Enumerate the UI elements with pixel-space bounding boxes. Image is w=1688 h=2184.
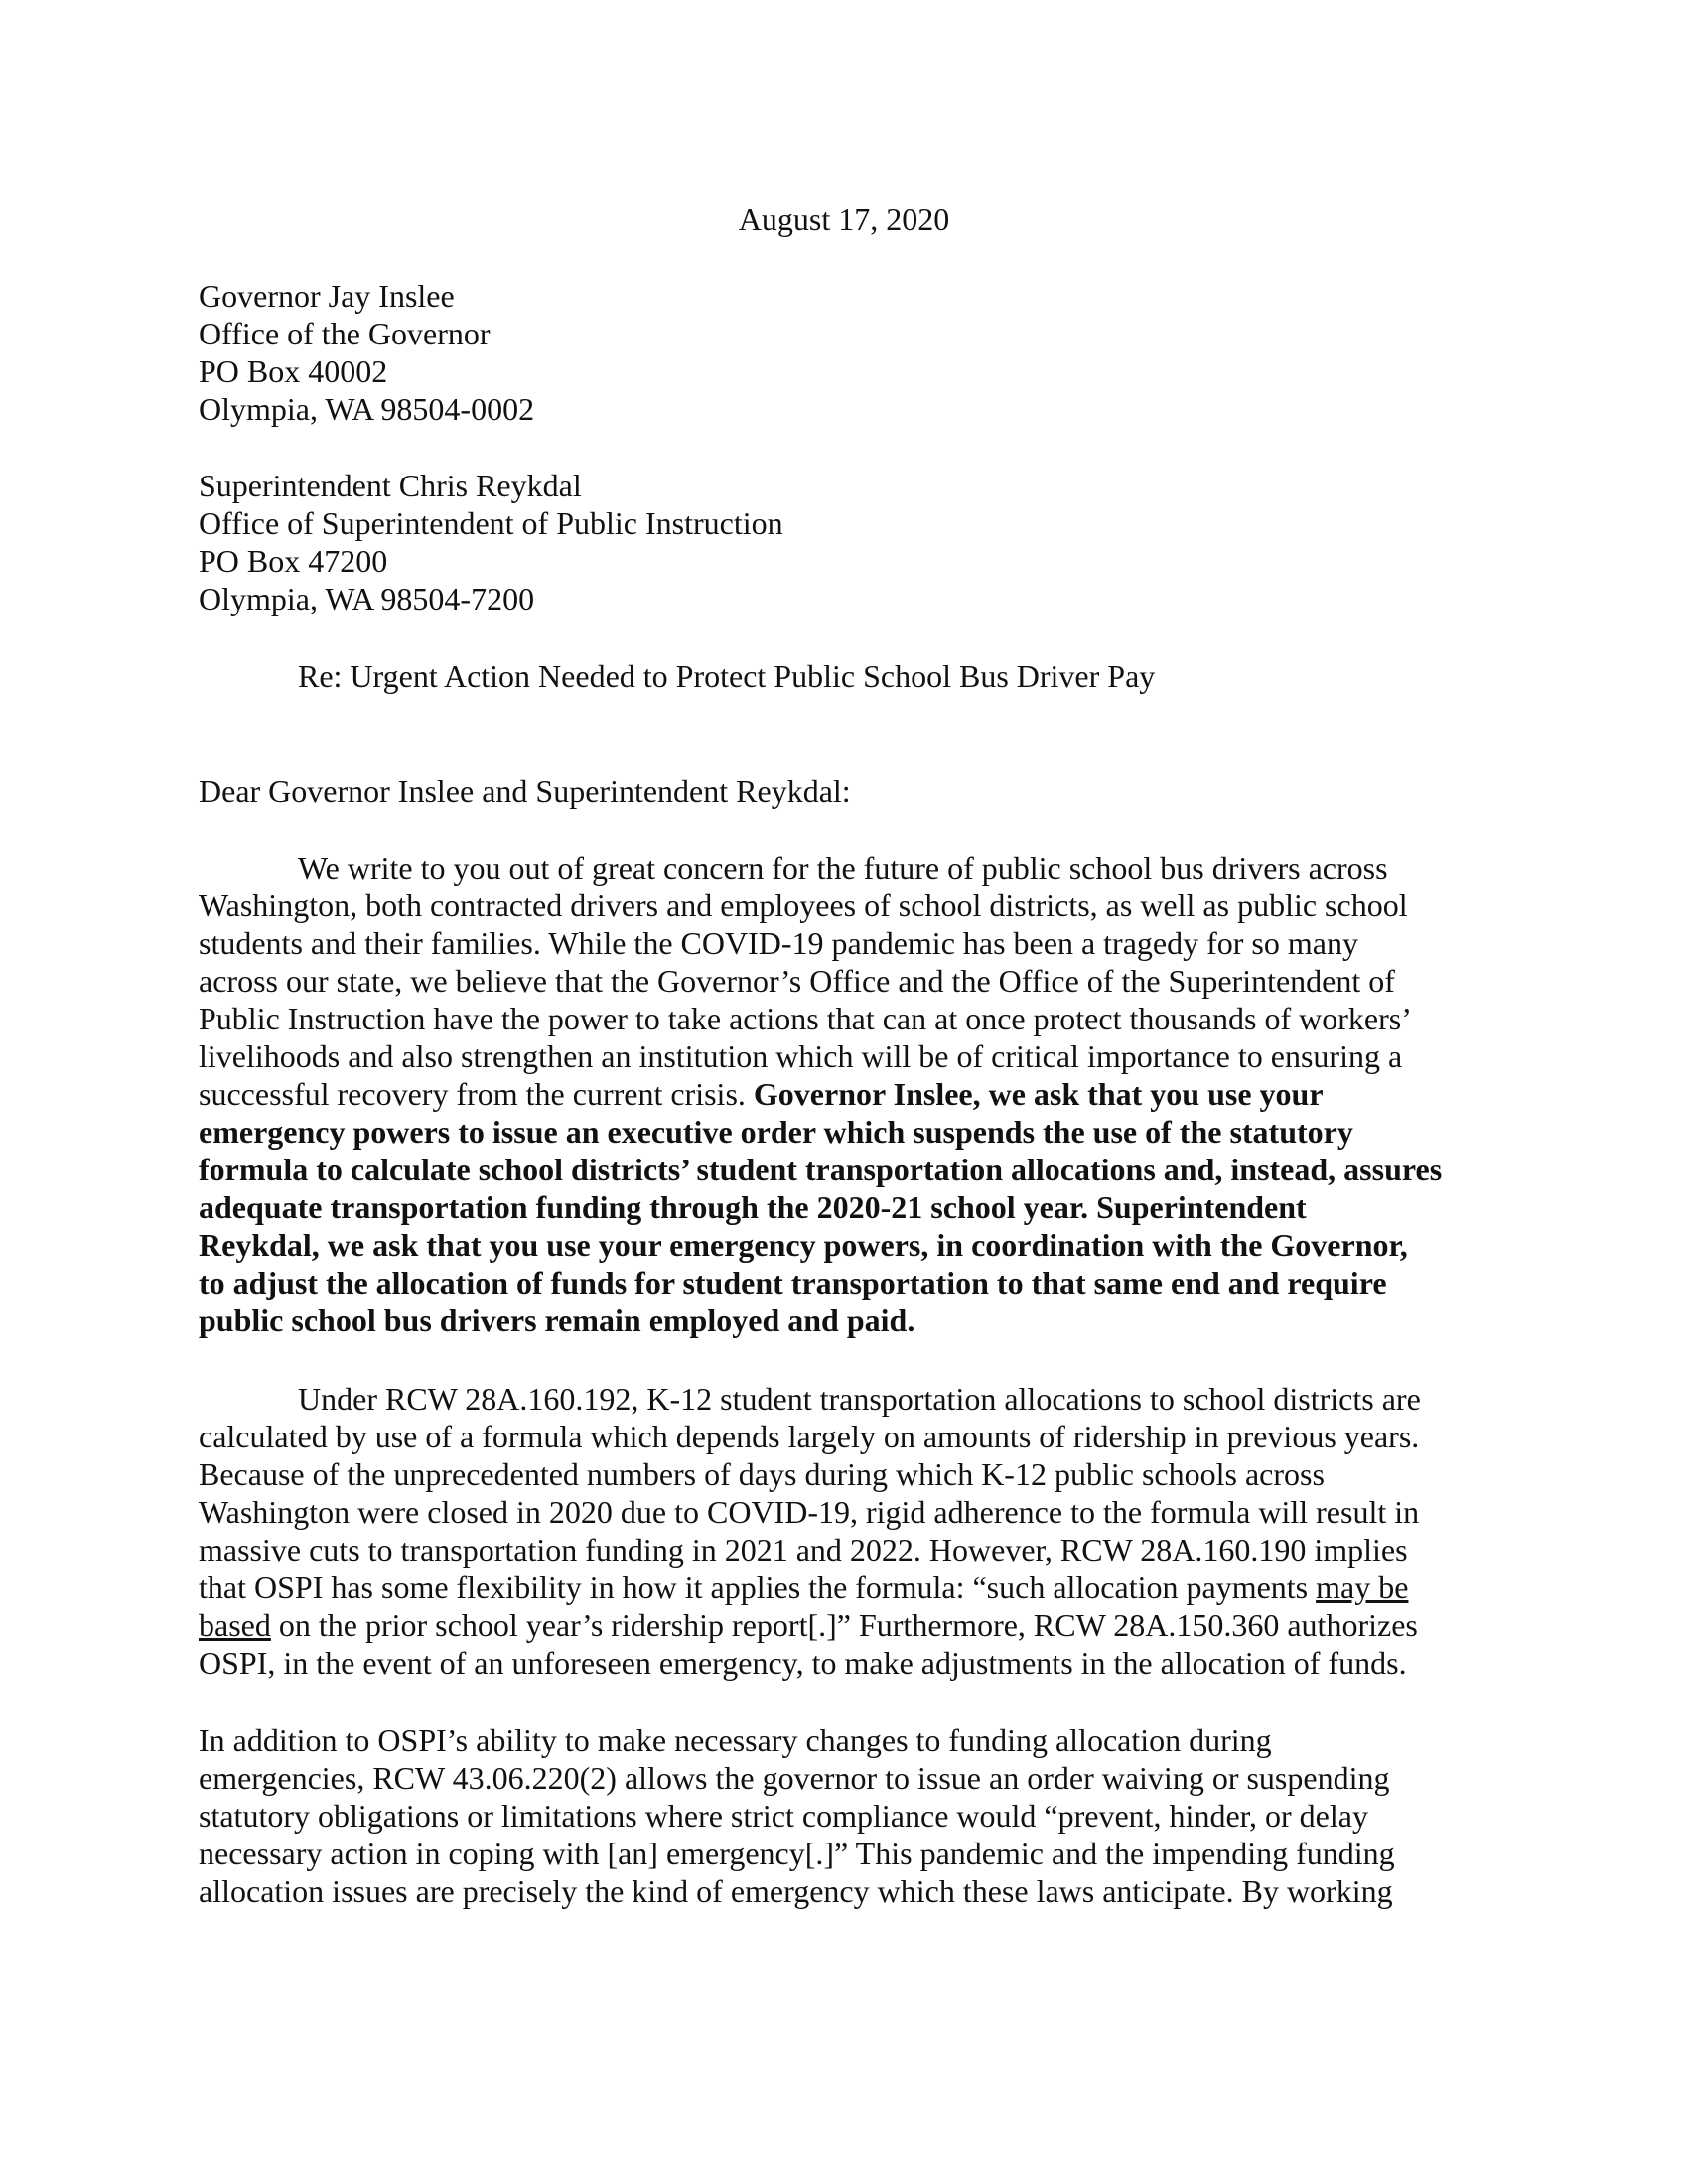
salutation: Dear Governor Inslee and Superintendent Reykdal: [199,773,851,809]
paragraph-line: statutory obligations or limitations where strict compliance would “prevent, hinder, or delay [199,1798,1368,1834]
paragraph-text: on the prior school year’s ridership report[.]” Furthermore, RCW 28A.150.360 authorizes [270,1607,1418,1643]
paragraph-line: OSPI, in the event of an unforeseen emergency, to make adjustments in the allocation of funds. [199,1645,1407,1681]
bold-request-line: Reykdal, we ask that you use your emergency powers, in coordination with the Governor, [199,1227,1408,1263]
bold-request-line: adequate transportation funding through the 2020-21 school year. Superintendent [199,1189,1307,1225]
paragraph-line: across our state, we believe that the Governor’s Office and the Office of the Superintendent of [199,963,1395,999]
paragraph-line: calculated by use of a formula which depends largely on amounts of ridership in previous years. [199,1419,1420,1454]
paragraph-line: In addition to OSPI’s ability to make necessary changes to funding allocation during [199,1722,1272,1758]
paragraph-line: Washington, both contracted drivers and employees of school districts, as well as public school [199,887,1408,923]
paragraph-line [199,1606,1470,1644]
paragraph-line: livelihoods and also strengthen an institution which will be of critical importance to ensuring a [199,1038,1403,1074]
paragraph-text: that OSPI has some flexibility in how it applies the formula: “such allocation payments [199,1570,1317,1605]
paragraph-line: We write to you out of great concern for the future of public school bus drivers across [298,850,1388,886]
recipient-city: Olympia, WA 98504-7200 [199,581,535,616]
recipient-office: Office of the Governor [199,316,491,351]
recipient-office: Office of Superintendent of Public Instruction [199,505,783,541]
paragraph-line: necessary action in coping with [an] emergency[.]” This pandemic and the impending funding [199,1836,1395,1871]
recipient-city: Olympia, WA 98504-0002 [199,391,535,427]
recipient-po-box: PO Box 40002 [199,353,388,389]
recipient-address-superintendent [199,467,1489,617]
paragraph-3 [199,1721,1470,1910]
paragraph-line: Washington were closed in 2020 due to COVID-19, rigid adherence to the formula will result in [199,1494,1420,1530]
bold-request-line: to adjust the allocation of funds for student transportation to that same end and require [199,1265,1387,1300]
paragraph-line: Public Instruction have the power to take actions that can at once protect thousands of workers’ [199,1001,1412,1036]
recipient-po-box: PO Box 47200 [199,543,388,579]
bold-request-line: emergency powers to issue an executive order which suspends the use of the statutory [199,1114,1353,1150]
paragraph-line: emergencies, RCW 43.06.220(2) allows the governor to issue an order waiving or suspending [199,1760,1390,1796]
bold-request-text: Governor Inslee, we ask that you use your [753,1076,1324,1112]
recipient-name: Governor Jay Inslee [199,278,455,314]
paragraph-line: students and their families. While the COVID-19 pandemic has been a tragedy for so many [199,925,1358,961]
paragraph-line [199,1075,1470,1113]
letter-date: August 17, 2020 [738,202,950,237]
paragraph-1 [199,849,1470,1339]
paragraph-line: Under RCW 28A.160.192, K-12 student transportation allocations to school districts are [298,1381,1421,1417]
underlined-text: may be [1316,1570,1409,1605]
recipient-address-governor [199,277,1489,428]
recipient-name: Superintendent Chris Reykdal [199,468,582,503]
paragraph-text: successful recovery from the current crisis. [199,1076,754,1112]
subject-line: Re: Urgent Action Needed to Protect Public School Bus Driver Pay [298,658,1156,694]
paragraph-line: massive cuts to transportation funding in 2021 and 2022. However, RCW 28A.160.190 implies [199,1532,1408,1568]
bold-request-line: public school bus drivers remain employed and paid. [199,1302,915,1338]
paragraph-line: Because of the unprecedented numbers of days during which K-12 public schools across [199,1456,1325,1492]
paragraph-2 [199,1380,1470,1682]
underlined-text: based [199,1607,271,1643]
bold-request-line: formula to calculate school districts’ student transportation allocations and, instead, assures [199,1152,1443,1187]
paragraph-line: allocation issues are precisely the kind of emergency which these laws anticipate. By working [199,1873,1393,1909]
paragraph-line [199,1569,1470,1606]
